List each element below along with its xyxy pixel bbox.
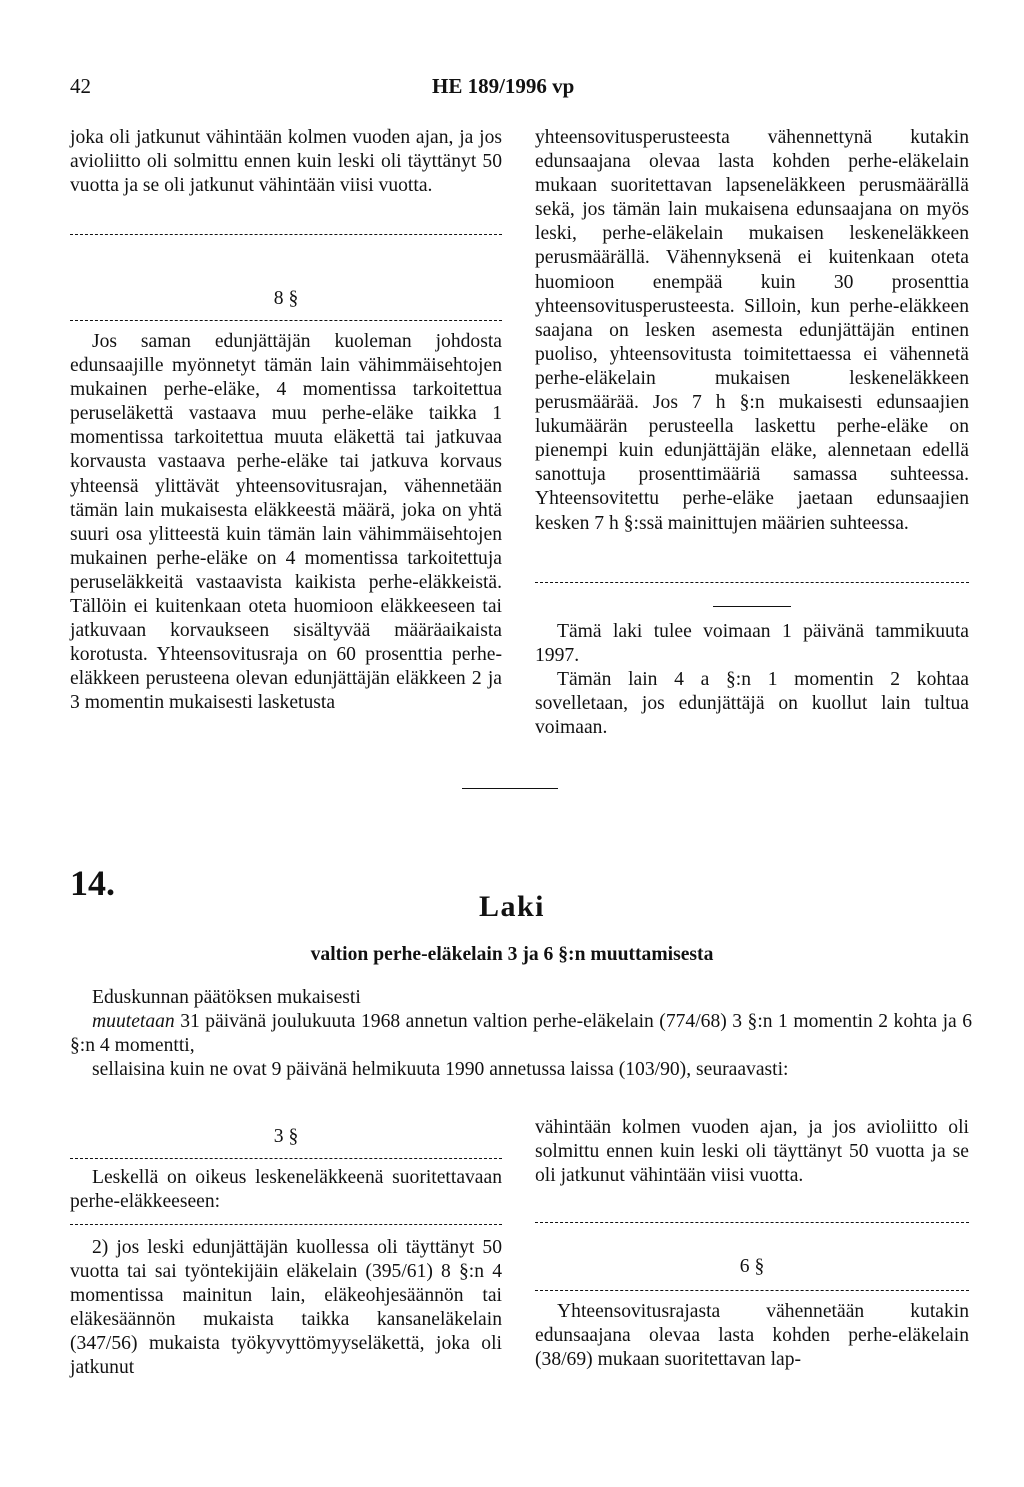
top-left-column-body xyxy=(70,330,502,716)
separator-rule xyxy=(713,606,791,607)
bottom-left-column xyxy=(70,1166,502,1214)
section-heading-8: 8 § xyxy=(273,288,299,309)
paragraph: Tämä laki tulee voimaan 1 päivänä tammikuuta 1997. xyxy=(535,621,969,667)
top-right-column xyxy=(535,126,969,536)
law-preamble xyxy=(70,986,972,1082)
omission-rule xyxy=(70,1158,502,1159)
paragraph: yhteensovitusperusteesta vähennettynä kutakin edunsaajana olevaa lasta kohden perhe-eläkelain mukaan suoritettavan lapseneläkkeen perusmäärällä sekä, jos tämän lain mukaisena edunsaajana on myös leski, perhe-eläkelain mukaisen leskeneläkkeen perusmäärällä. Vähennyksenä ei kuitenkaan oteta huomioon enempää kuin 30 prosenttia yhteensovitusperusteesta. Silloin, kun perhe-eläkkeen saajana on lesken asemesta edunjättäjän entinen puoliso, yhteensovitusta toimitettaessa ei vähennetä perhe-eläkelain mukaisen leskeneläkkeen perusmäärää. Jos 7 h §:n mukaisesti edunsaajien lukumäärän perusteella laskettu perhe-eläke on pienempi kuin edunjättäjän eläke, alennetaan edellä sanottuja prosenttimääriä samassa suhteessa. Yhteensovitettu perhe-eläke jaetaan edunsaajien kesken 7 h §:ssä mainittujen määrien suhteessa. xyxy=(535,127,969,534)
page-number: 42 xyxy=(70,74,91,98)
omission-rule xyxy=(70,320,502,321)
preamble-line: sellaisina kuin ne ovat 9 päivänä helmikuuta 1990 annetussa laissa (103/90), seuraavasti: xyxy=(92,1059,789,1081)
preamble-line xyxy=(70,1010,972,1058)
law-title: Laki xyxy=(478,890,546,923)
omission-rule xyxy=(70,1224,502,1225)
omission-rule xyxy=(70,234,502,235)
omission-rule xyxy=(535,1222,969,1223)
section-heading-3: 3 § xyxy=(273,1126,299,1147)
paragraph: Tämän lain 4 a §:n 1 momentin 2 kohtaa sovelletaan, jos edunjättäjä on kuollut lain tultua voimaan. xyxy=(535,669,969,739)
section-heading-6: 6 § xyxy=(739,1256,765,1277)
top-right-column-end xyxy=(535,620,969,740)
running-head: HE 189/1996 vp xyxy=(432,74,575,98)
paragraph: Yhteensovitusrajasta vähennetään kutakin edunsaajana olevaa lasta kohden perhe-eläkelain (38/69) mukaan suoritettavan lap- xyxy=(535,1301,969,1371)
paragraph: Leskellä on oikeus leskeneläkkeenä suoritettavaan perhe-eläkkeeseen: xyxy=(70,1167,502,1213)
top-left-column xyxy=(70,126,502,198)
omission-rule xyxy=(535,582,969,583)
omission-rule xyxy=(535,1290,969,1291)
separator-rule xyxy=(462,788,558,789)
paragraph: vähintään kolmen vuoden ajan, ja jos avioliitto oli solmittu ennen kuin leski oli täyttänyt 50 vuotta ja se oli jatkunut vähintään viisi vuotta. xyxy=(535,1117,969,1187)
paragraph: joka oli jatkunut vähintään kolmen vuoden ajan, ja jos avioliitto oli solmittu ennen kuin leski oli täyttänyt 50 vuotta ja se oli jatkunut vähintään viisi vuotta. xyxy=(70,127,502,197)
preamble-italic: muutetaan xyxy=(92,1011,175,1033)
law-number: 14. xyxy=(70,863,115,903)
law-subtitle: valtion perhe-eläkelain 3 ja 6 §:n muuttamisesta xyxy=(310,944,714,965)
preamble-line: Eduskunnan päätöksen mukaisesti xyxy=(92,987,361,1008)
preamble-rest: 31 päivänä joulukuuta 1968 annetun valtion perhe-eläkelain (774/68) 3 §:n 1 momentin 2 kohta ja 6 §:n 4 momentti, xyxy=(70,1011,972,1057)
bottom-right-column-body xyxy=(535,1300,969,1372)
bottom-right-column xyxy=(535,1116,969,1188)
paragraph: Jos saman edunjättäjän kuoleman johdosta edunsaajille myönnetyt tämän lain vähimmäisehtojen mukainen perhe-eläke, 4 momentissa tarkoitettua peruseläkettä vastaava muu perhe-eläke taikka 1 momentissa tarkoitettua muuta eläkettä tai jatkuvaa korvausta vastaava perhe-eläke tai jatkuva korvaus yhteensä ylittävät yhteensovitusrajan, vähennetään tämän lain mukaisesta eläkkeestä määrä, joka on yhtä suuri osa ylitteestä kuin tämän lain vähimmäisehtojen mukainen perhe-eläke on 4 momentissa tarkoitettuja peruseläkkeitä vastaavista kaikista perhe-eläkkeistä. Tällöin ei kuitenkaan oteta huomioon eläkkeeseen tai jatkuvaan korvaukseen sisältyvää määräaikaista korotusta. Yhteensovitusraja on 60 prosenttia perhe-eläkkeen perusteena olevan edunjättäjän eläkkeen 2 ja 3 momentin mukaisesti lasketusta xyxy=(70,331,502,714)
paragraph: 2) jos leski edunjättäjän kuollessa oli täyttänyt 50 vuotta tai sai työntekijäin eläkelain (395/61) 8 §:n 4 momentissa mainitun lain, eläkeohjesäännön tai eläkesäännön mukaista taikka kansaneläkelain (347/56) mukaista työkyvyttömyyseläkettä, joka oli jatkunut xyxy=(70,1237,502,1379)
bottom-left-column-body xyxy=(70,1236,502,1381)
